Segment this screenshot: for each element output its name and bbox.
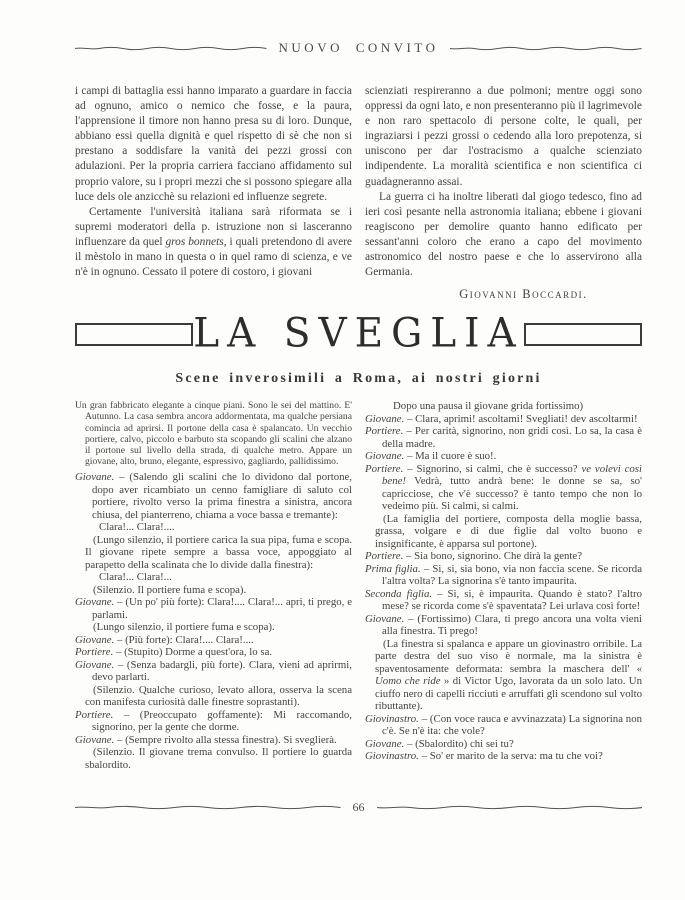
stage-direction xyxy=(365,638,642,713)
dialogue-line xyxy=(75,646,352,659)
dialogue-text: – (Sempre rivolto alla stessa finestra). Si sveglierà. xyxy=(116,733,337,746)
character-call: Clara!... Clara!... xyxy=(99,571,172,584)
speaker-name: Giovane. xyxy=(365,412,405,425)
stage-text: » di Victor Ugo, lavorata da un solo lato. Un ciuffo nero di capelli ricciuti e arruffati gli scendono sul volto ributtante). xyxy=(375,675,642,713)
speaker-name: Prima figlia. xyxy=(365,562,421,575)
character-call: Clara!... Clara!.... xyxy=(99,521,175,534)
stage-direction: (Lungo silenzio, il portiere fuma e scopa). xyxy=(93,621,275,634)
dialogue-line xyxy=(75,734,352,747)
speaker-name: Giovane. xyxy=(75,596,115,609)
speaker-name: Giovinastro. xyxy=(365,750,419,763)
emphasized-phrase: gros bonnets xyxy=(165,235,224,248)
dialogue-line xyxy=(365,425,642,450)
speaker-name: Giovane. xyxy=(365,737,405,750)
stage-direction: (Silenzio. Qualche curioso, levato allora, osserva la scena con manifesta curiosità dalle finestre soprastanti). xyxy=(85,683,352,709)
dialogue-line xyxy=(75,471,352,521)
article-paragraph: i campi di battaglia essi hanno imparato a guardare in faccia ad ognuno, amico o nemico che fosse, e la paura, l'apprensione il timore non hanno presa su di loro. Dunque, abbiano essi quella dignità e quel rispetto di sè che non si prestano a soddisfare la vanità dei pezzi grossi con adulazioni. Per la propria carriera facciano affidamento sul proprio valore, su i propri mezzi che si possono spiegare alla luce dels ole anzicchè su relazioni ed influenze segrete. xyxy=(75,85,352,203)
speaker-name: Giovane. xyxy=(365,612,405,625)
speaker-name: Giovane. xyxy=(75,471,115,484)
page-footer xyxy=(75,800,642,815)
dialogue-text: Vedrà, tutto andrà bene: le donne se sa, so' capricciose, che v'è successo? è tanto tempo che non lo vedeimo più. Si calmi, si calmi. xyxy=(382,475,642,513)
dialogue-text: – (Più forte): Clara!.... Clara!.... xyxy=(116,633,254,646)
page-header xyxy=(75,40,642,56)
speaker-name: Giovane. xyxy=(75,733,115,746)
dialogue-line xyxy=(365,613,642,638)
article-column-left xyxy=(75,84,352,302)
page-number: 66 xyxy=(352,800,365,814)
dialogue-line xyxy=(365,738,642,751)
speaker-name: Giovane. xyxy=(75,658,115,671)
paragraph-text: Certamente l'università italiana sarà riformata se i supremi moderatori della p. istruzione non si lasceranno influenzare da quel xyxy=(75,205,352,248)
play-subtitle-row xyxy=(75,369,642,387)
dialogue-text: – Si, si, sia bono, via non faccia scene. Se ricorda l'altra volta? La signorina s'è tanto impaurita. xyxy=(382,562,642,588)
dialogue-line xyxy=(365,713,642,738)
wavy-rule-icon xyxy=(75,45,267,52)
speaker-name: Giovane. xyxy=(365,450,405,463)
play-columns xyxy=(75,400,642,771)
article-columns xyxy=(75,84,642,302)
wavy-rule-icon xyxy=(75,804,341,811)
speaker-name: Giovinastro. xyxy=(365,712,419,725)
journal-title: NUOVO CONVITO xyxy=(278,40,439,55)
dialogue-text: – (Salendo gli scalini che lo dividono dal portone, dopo aver ricambiato un cenno famigliare di saluto col portiere, rivolto verso la prima finestra a sinistra, ancora chiusa, del pianterreno, chiama a voce bassa e tremante): xyxy=(92,471,352,521)
emphasized-phrase: Uomo che ride xyxy=(375,675,441,688)
emphasized-phrase: ve volevi così bene! xyxy=(382,462,642,488)
dialogue-text: – So' er marito de la serva: ma tu che voi? xyxy=(421,750,603,763)
speaker-name: Portiere. xyxy=(75,646,114,659)
dialogue-line xyxy=(365,750,642,763)
wavy-rule-icon xyxy=(377,804,643,811)
ornament-box-left xyxy=(75,323,193,346)
speaker-name: Portiere. xyxy=(75,708,114,721)
dialogue-text: – (Un po' più forte): Clara!.... Clara!... apri, ti prego, e parlami. xyxy=(92,596,352,621)
dialogue-text: – (Preoccupato goffamente): Mi raccomando, signorino, per la gente che dorme. xyxy=(92,708,352,734)
dialogue-line xyxy=(75,659,352,684)
stage-direction: (Silenzio. Il giovane trema convulso. Il portiere lo guarda sbalordito. xyxy=(85,746,352,771)
article-paragraph xyxy=(75,205,352,280)
opening-stage-direction: Un gran fabbricato elegante a cinque piani. Sono le sei del mattino. E' Autunno. La casa sembra ancora addormentata, ma qualche persiana comincia ad aprirsi. Il portone della casa è spalancato. Un vecchio portiere, calvo, piccolo e barbuto sta scopando gli scalini che alzano il portone sul livello della strada, di qualche metro. Appare un giovane, alto, bruno, elegante, espressivo, gagliardo, pallidissimo. xyxy=(75,400,352,468)
article-paragraph: La guerra ci ha inoltre liberati dal giogo tedesco, fino ad ieri così pesante nella astronomia italiana; ebbene i giovani reagiscono per demolire quanto hanno edificato per sessant'anni coloro che erano a capo del movimento astronomico del nostro paese e che lo asservirono alla Germania. xyxy=(365,190,642,279)
dialogue-line xyxy=(365,550,642,563)
speaker-name: Portiere. xyxy=(365,550,404,563)
dialogue-text: – Sia bono, signorino. Che dirà la gente? xyxy=(405,550,582,563)
ornament-box-right xyxy=(524,323,642,346)
article-column-right xyxy=(365,84,642,302)
dialogue-text: – (Fortissimo) Clara, ti prego ancora una volta vieni alla finestra. Ti prego! xyxy=(382,612,642,638)
stage-text: (La finestra si spalanca e appare un giovinastro orribile. La parte destra del suo viso è normale, ma la sinistra è spaventosamente deformata: sembra la maschera dell' « xyxy=(375,637,642,675)
play-title: LA SVEGLIA xyxy=(193,310,524,358)
dialogue-line xyxy=(365,563,642,588)
dialogue-text: – (Senza badargli, più forte). Clara, vieni ad aprirmi, devo parlarti. xyxy=(92,658,353,684)
dialogue-text: – Signorino, si calmi, che è successo? xyxy=(407,462,582,475)
dialogue-text: – (Con voce rauca e avvinazzata) La signorina non c'è. Se n'è ita: che vole? xyxy=(382,712,642,738)
play-column-left xyxy=(75,400,352,771)
play-column-right xyxy=(365,400,642,771)
play-title-row xyxy=(75,312,642,356)
dialogue-text: – Clara, aprimi! ascoltami! Svegliati! dev ascoltarmi! xyxy=(406,412,638,425)
dialogue-line xyxy=(365,413,642,426)
stage-direction: (Lungo silenzio, il portiere carica la sua pipa, fuma e scopa. Il giovane ripete sempre a bassa voce, appoggiato al parapetto della scalinata che lo divide dalla finestra): xyxy=(85,533,352,571)
speaker-name: Portiere. xyxy=(365,462,404,475)
dialogue-line xyxy=(75,596,352,621)
dialogue-line xyxy=(365,588,642,613)
article-paragraph: scienziati respireranno a due polmoni; mentre oggi sono oppressi da ogni lato, e non presenteranno più il lagrimevole e non raro spettacolo di persone colte, le quali, per ingraziarsi i pezzi grossi o cedendo alla loro prepotenza, si uniscono per dar l'ostracismo a qualche scienziato indipendente. La moralità scientifica e non scientifica ci guadagneranno assai. xyxy=(365,85,642,188)
stage-direction: (La famiglia del portiere, composta della moglie bassa, grassa, volgare e di due figlie dal volto buono e insignificante, è apparsa sul portone). xyxy=(375,512,642,550)
wavy-rule-icon xyxy=(450,45,642,52)
play-subtitle: Scene inverosimili a Roma, ai nostri giorni xyxy=(175,371,542,387)
author-signature: Giovanni Boccardi. xyxy=(459,287,588,302)
dialogue-text: – (Stupito) Dorme a quest'ora, lo sa. xyxy=(115,646,273,659)
stage-direction-continuation: Dopo una pausa il giovane grida fortissimo) xyxy=(393,400,584,413)
stage-direction: (Silenzio. Il portiere fuma e scopa). xyxy=(93,583,247,596)
dialogue-text: – Si, si, è impaurita. Quando è stato? l'altro mese? se ricorda come s'è spaventata? Lei urlava così forte! xyxy=(382,587,642,613)
dialogue-line xyxy=(75,634,352,647)
dialogue-text: – Per carità, signorino, non gridi così. Lo sa, la casa è della madre. xyxy=(382,425,642,450)
page-content xyxy=(75,0,642,771)
dialogue-text: – Ma il cuore è suo!. xyxy=(406,450,497,463)
speaker-name: Seconda figlia. xyxy=(365,587,433,600)
dialogue-line xyxy=(365,450,642,463)
paragraph-text: , i quali pretendono di avere il mèstolo in mano in questa o in quel ramo di scienza, e ve n'è in ognuno. Cessato il potere di costoro, i giovani xyxy=(75,235,352,279)
dialogue-line xyxy=(365,463,642,513)
dialogue-text: – (Sbalordito) chi sei tu? xyxy=(406,737,514,750)
speaker-name: Giovane. xyxy=(75,633,115,646)
speaker-name: Portiere. xyxy=(365,425,404,438)
dialogue-line xyxy=(75,709,352,734)
